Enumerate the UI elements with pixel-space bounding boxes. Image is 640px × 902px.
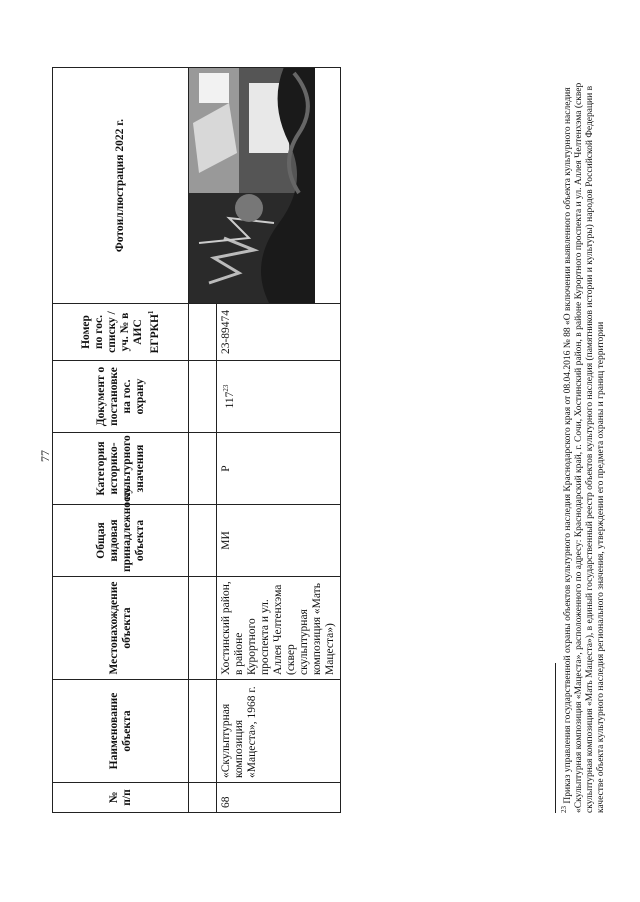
header-name: Наименование объекта bbox=[53, 680, 189, 783]
header-register-sup: 1 bbox=[146, 310, 155, 315]
cell-register: 23-89474 bbox=[217, 304, 341, 361]
header-location: Местонахождение объекта bbox=[53, 577, 189, 680]
monuments-table bbox=[52, 67, 341, 813]
footnote-mark: 23 bbox=[560, 806, 568, 813]
page-number: 77 bbox=[38, 450, 52, 462]
cell-category: Р bbox=[217, 433, 341, 505]
monument-photo-image bbox=[189, 68, 315, 303]
header-document: Документ о постановке на гос. охрану bbox=[53, 361, 189, 433]
cell-document-sup: 23 bbox=[222, 384, 230, 392]
footnote-text: Приказ управления государственной охраны объектов культурного наследия Краснодарского края от 08.04.2016 № 88 «О включении выявленного объекта культурного наследия «Скульптурная композиция «Мацеста», расположенного по адресу: Краснодарский край, г. Сочи, Хостинский район, в районе Курортного проспекта и ул. Аллея Челтенхэма (сквер скульптурная композиция «Мать Мацеста»), в единый государственный реестр объектов культурного наследия (памятников истории и культуры) народов Российской Федерации в качестве объекта культурного наследия регионального значения, утверждении его предмета охраны и границ территории bbox=[563, 82, 607, 813]
header-type: Общая видовая принадлежность объекта bbox=[53, 505, 189, 577]
header-num: № п/п bbox=[53, 783, 189, 813]
footnote-separator bbox=[555, 663, 556, 813]
header-register bbox=[53, 304, 189, 361]
cell-name: «Скульптурная композиция «Мацеста», 1968 г. bbox=[217, 680, 341, 783]
table-row-empty bbox=[189, 68, 217, 813]
header-category: Категория историко-культурного значения bbox=[53, 433, 189, 505]
photo-cell bbox=[189, 68, 341, 304]
cell-document-text: 117 bbox=[223, 391, 236, 409]
header-photo: Фотоиллюстрация 2022 г. bbox=[53, 68, 189, 304]
footnote bbox=[559, 53, 607, 813]
table-header-row bbox=[53, 68, 189, 813]
monument-photo bbox=[189, 68, 315, 303]
cell-num: 68 bbox=[217, 783, 341, 813]
header-register-text: Номер по гос. списку /уч. № в АИС ЕГРКН bbox=[79, 311, 161, 354]
cell-location: Хостинский район, в районе Курортного проспекта и ул. Аллея Челтенхэма (сквер скульптурная композиция «Мать Мацеста») bbox=[217, 577, 341, 680]
cell-document bbox=[217, 361, 341, 433]
cell-type: МИ bbox=[217, 505, 341, 577]
